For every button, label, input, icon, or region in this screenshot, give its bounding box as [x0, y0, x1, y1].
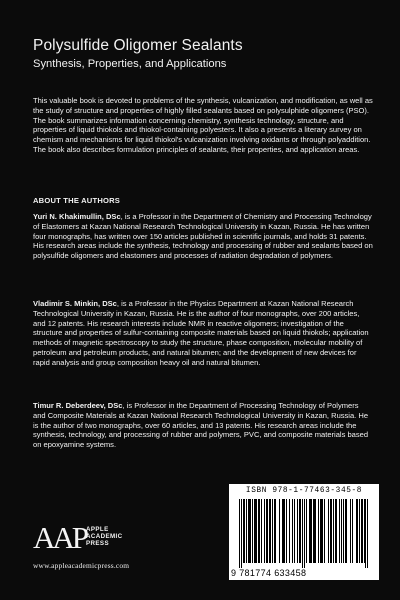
barcode-bar — [345, 499, 347, 563]
barcode-bar — [286, 499, 287, 563]
barcode-bar — [297, 499, 298, 563]
about-authors-heading: ABOUT THE AUTHORS — [33, 196, 121, 205]
author-bio-text: , is a Professor in the Physics Department at Kazan National Research Technological University in Kazan, Russia. He is the author of four monographs, over 200 articles, and 12 patents. His research interests include NMR in reactive oligomers; investigation of the structure and properties of sulfur-containing composite materials based on liquid thiokols; application methods of magnetic spectroscopy to study the structure, phase composition, molecular mobility of petroleum and petroleum products, and natural bitumen; and the development of new devices for rapid analysis and group composition heavy oil and natural bitumen. — [33, 299, 369, 367]
barcode-bar — [333, 499, 334, 563]
barcode-bar — [252, 499, 253, 563]
barcode-bar — [264, 499, 265, 563]
barcode-guard-bar — [302, 499, 303, 568]
barcode-bar — [320, 499, 323, 563]
author-bio — [33, 299, 373, 367]
barcode-bar — [356, 499, 358, 563]
book-title: Polysulfide Oligomer Sealants — [33, 37, 243, 54]
author-bio — [33, 401, 373, 450]
barcode-bar — [269, 499, 271, 563]
barcode-bar — [330, 499, 332, 563]
barcode-bar — [279, 499, 280, 563]
publisher-logo — [33, 520, 173, 555]
barcode-bar — [306, 499, 307, 563]
author-bio — [33, 212, 373, 261]
author-bio-text: , is a Professor in the Department of Chemistry and Processing Technology of Elastomers at Kazan National Research Technological University in Kazan, Russia. He has written four monographs, has written over 150 articles published in scientific journals, and holds 31 patents. His research areas include the synthesis, technology and processing of rubber and sealants based on polysulfide oligomers and elastomers and processes of radiation degradation of polymers. — [33, 212, 373, 260]
barcode-bar — [292, 499, 293, 563]
barcode-bar — [272, 499, 273, 563]
barcode-digits: 9 781774 633458 — [231, 568, 307, 578]
isbn-barcode — [229, 484, 379, 580]
publisher-logo-line: ACADEMIC — [86, 533, 123, 540]
barcode-guard-bar — [239, 499, 240, 568]
barcode-bar — [309, 499, 312, 563]
barcode-bar — [352, 499, 353, 563]
book-subtitle: Synthesis, Properties, and Applications — [33, 58, 227, 70]
barcode-bar — [364, 499, 365, 563]
isbn-label: ISBN 978-1-77463-345-8 — [245, 487, 363, 495]
barcode-bar — [343, 499, 344, 563]
barcode-bar — [282, 499, 285, 563]
barcode-bar — [299, 499, 301, 563]
barcode-bar — [341, 499, 342, 563]
barcode-guard-bar — [367, 499, 368, 568]
barcode-bar — [258, 499, 260, 563]
author-name: Yuri N. Khakimullin, DSc — [33, 212, 121, 221]
author-name: Timur R. Deberdeev, DSc — [33, 401, 123, 410]
barcode-bar — [335, 499, 337, 563]
barcode-guard-bar — [304, 499, 305, 568]
barcode-bar — [313, 499, 316, 563]
barcode-bar — [243, 499, 245, 563]
barcode-bar — [318, 499, 319, 563]
barcode-guard-bar — [365, 499, 366, 568]
barcode-bars — [239, 499, 369, 568]
barcode-bar — [266, 499, 268, 563]
author-bio-text: , is Professor in the Department of Processing Technology of Polymers and Composite Materials at Kazan National Research Technological University in Kazan, Russia. He is the author of two monographs, over 60 articles, and 13 patents. His research areas include the synthesis, technology, and processing of rubber and polymers, PVC, and composite materials based on epoxyamine systems. — [33, 401, 369, 449]
barcode-bar — [248, 499, 251, 563]
barcode-bar — [246, 499, 247, 563]
publisher-logo-line: APPLE — [86, 526, 109, 533]
publisher-website: www.appleacademicpress.com — [33, 561, 130, 570]
barcode-graphic — [239, 499, 369, 568]
author-name: Vladimir S. Minkin, DSc — [33, 299, 117, 308]
barcode-bar — [339, 499, 340, 563]
barcode-guard-bar — [241, 499, 242, 568]
publisher-logo-line: PRESS — [86, 540, 109, 547]
publisher-logo-text — [86, 526, 123, 547]
barcode-bar — [328, 499, 329, 563]
publisher-logo-mark: AAP — [33, 520, 87, 555]
barcode-bar — [261, 499, 262, 563]
barcode-bar — [361, 499, 363, 563]
barcode-bar — [359, 499, 360, 563]
book-description: This valuable book is devoted to problems of the synthesis, vulcanization, and modification, as well as the study of structure and properties of highly filled sealants based on polysulphide oligomers (PSO). The book summarizes information concerning chemistry, synthesis technology, structure, and properties of liquid thiokols and thiokol-containing polyesters. It also a presents a literary survey on chemism and mechanisms for liquid thiokol's vulcanization involving oxidants or through polyaddition. The book also describes formulation principles of sealants, their properties, and application areas. — [33, 96, 373, 154]
barcode-bar — [289, 499, 290, 563]
barcode-bar — [274, 499, 276, 563]
barcode-bar — [254, 499, 257, 563]
barcode-bar — [294, 499, 295, 563]
barcode-bar — [324, 499, 325, 563]
barcode-bar — [350, 499, 351, 563]
